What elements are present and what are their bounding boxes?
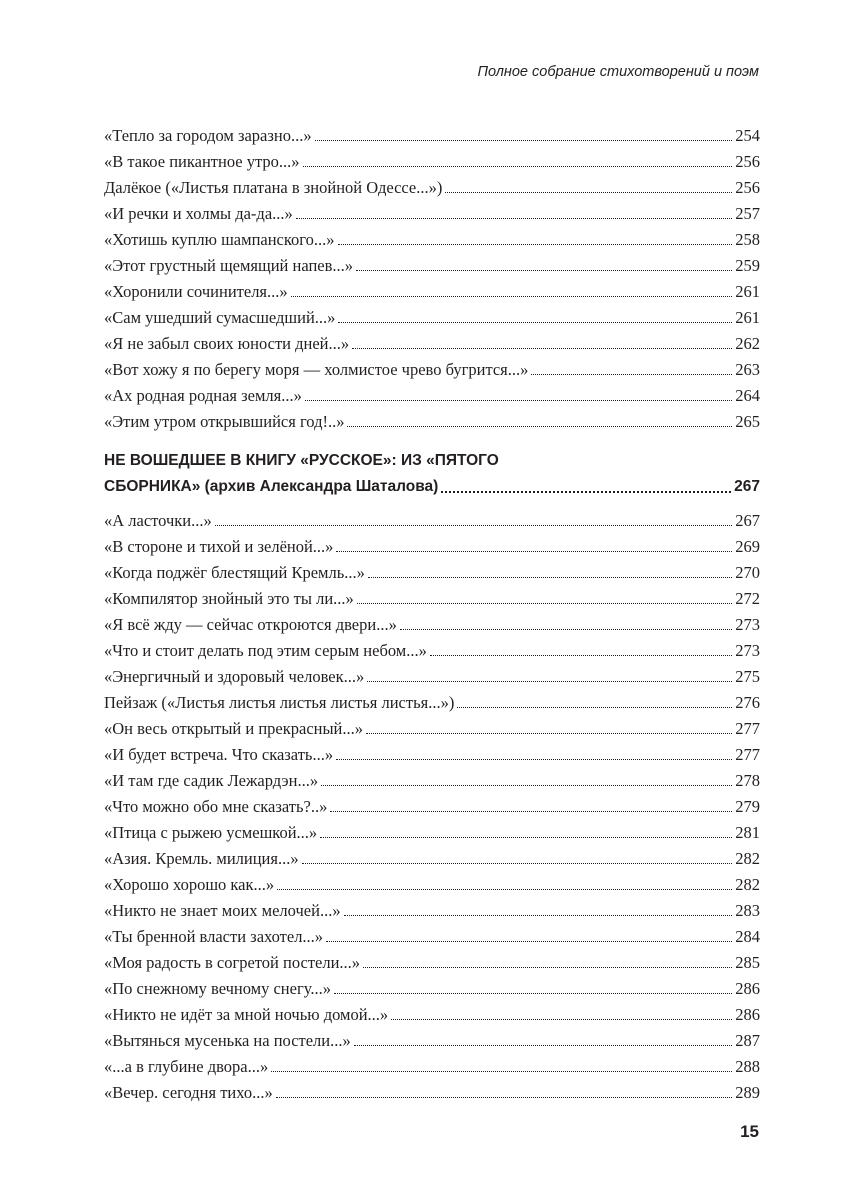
toc-entry-page: 275 <box>735 666 760 686</box>
toc-entry <box>104 378 760 404</box>
toc-entry <box>104 222 760 248</box>
toc-leader-dots <box>336 551 732 552</box>
toc-entry <box>104 789 760 815</box>
toc-entry-title: «И будет встреча. Что сказать...» <box>104 744 334 764</box>
toc-entry-title: «Хоронили сочинителя...» <box>104 281 288 301</box>
toc-entry <box>104 581 760 607</box>
toc-entry-page: 278 <box>735 770 760 790</box>
toc-entry <box>104 555 760 581</box>
toc-entry-title: «Компилятор знойный это ты ли...» <box>104 588 354 608</box>
toc-entry <box>104 170 760 196</box>
toc-entry-page: 272 <box>735 588 760 608</box>
toc-entry-title: «Энергичный и здоровый человек...» <box>104 666 365 686</box>
toc-leader-dots <box>357 603 732 604</box>
section-heading-line1: НЕ ВОШЕДШЕЕ В КНИГУ «РУССКОЕ»: ИЗ «ПЯТОГО <box>104 452 499 469</box>
toc-entry-title: «И там где садик Лежардэн...» <box>104 770 319 790</box>
toc-entry-title: «Этот грустный щемящий напев...» <box>104 255 354 275</box>
toc-entry-title: «Никто не идёт за мной ночью домой...» <box>104 1004 389 1024</box>
toc-entry-page: 286 <box>735 978 760 998</box>
toc-entry-page: 277 <box>735 744 760 764</box>
toc-leader-dots <box>352 348 732 349</box>
toc-entry <box>104 659 760 685</box>
toc-leader-dots <box>363 967 732 968</box>
toc-entry-title: «Вечер. сегодня тихо...» <box>104 1082 273 1102</box>
toc-entry <box>104 711 760 737</box>
toc-leader-dots <box>445 192 732 193</box>
toc-entry <box>104 737 760 763</box>
toc-entry-title: Далёкое («Листья платана в знойной Одессе...») <box>104 177 443 197</box>
toc-entry-page: 263 <box>735 359 760 379</box>
toc-leader-dots <box>305 400 732 401</box>
toc-entry-page: 256 <box>735 177 760 197</box>
toc-entry <box>104 867 760 893</box>
toc-leader-dots <box>366 733 732 734</box>
toc-entry <box>104 815 760 841</box>
toc-entry <box>104 1075 760 1101</box>
section-heading-text: СБОРНИКА» (архив Александра Шаталова) <box>104 478 439 495</box>
toc-leader-dots <box>320 837 732 838</box>
toc-entry <box>104 196 760 222</box>
toc-entry-title: «По снежному вечному снегу...» <box>104 978 331 998</box>
toc-entry-page: 254 <box>735 125 760 145</box>
toc-entry <box>104 404 760 430</box>
toc-entry-title: «Когда поджёг блестящий Кремль...» <box>104 562 365 582</box>
section-heading-page: 267 <box>734 478 760 495</box>
toc-entry-title: «Ах родная родная земля...» <box>104 385 302 405</box>
page-number: 15 <box>740 1122 759 1141</box>
toc-leader-dots <box>321 785 732 786</box>
toc-entry-title: «Ты бренной власти захотел...» <box>104 926 324 946</box>
toc-entry-page: 282 <box>735 874 760 894</box>
toc-entry-title: «...а в глубине двора...» <box>104 1056 269 1076</box>
toc-leader-dots <box>347 426 732 427</box>
toc-leader-dots <box>291 296 733 297</box>
toc-entry <box>104 607 760 633</box>
toc-entry-title: «Я всё жду — сейчас откроются двери...» <box>104 614 397 634</box>
toc-leader-dots <box>430 655 732 656</box>
toc-leader-dots <box>315 140 733 141</box>
toc-entry <box>104 1023 760 1049</box>
toc-entry-page: 282 <box>735 848 760 868</box>
toc-entry-title: «В такое пикантное утро...» <box>104 151 300 171</box>
toc-entry-title: «Вытянься мусенька на постели...» <box>104 1030 351 1050</box>
toc-entry-page: 262 <box>735 333 760 353</box>
toc-leader-dots <box>531 374 732 375</box>
toc-entry-page: 267 <box>735 510 760 530</box>
toc-entry-title: «Вот хожу я по берегу моря — холмистое чрево бугрится...» <box>104 359 529 379</box>
toc-entry-title: «Сам ушедший сумасшедший...» <box>104 307 336 327</box>
toc-entry-title: «Что и стоит делать под этим серым небом...» <box>104 640 427 660</box>
toc-entry <box>104 118 760 144</box>
toc-entry-page: 261 <box>735 307 760 327</box>
toc-entry-page: 281 <box>735 822 760 842</box>
toc-section-heading <box>104 448 760 500</box>
toc-entry-title: «А ласточки...» <box>104 510 212 530</box>
toc-entry-title: «Что можно обо мне сказать?..» <box>104 796 328 816</box>
toc-entry-page: 269 <box>735 536 760 556</box>
toc-leader-dots <box>338 322 732 323</box>
toc-entry <box>104 326 760 352</box>
toc-leader-dots <box>391 1019 732 1020</box>
toc-entry-title: «В стороне и тихой и зелёной...» <box>104 536 334 556</box>
toc-leader-dots <box>303 166 733 167</box>
toc-entry-title: «Никто не знает моих мелочей...» <box>104 900 341 920</box>
toc-leader-dots <box>457 707 732 708</box>
toc-entry-title: «Моя радость в согретой постели...» <box>104 952 361 972</box>
toc-entry <box>104 248 760 274</box>
toc-leader-dots <box>302 863 733 864</box>
toc-leader-dots <box>338 244 733 245</box>
toc-entry-page: 285 <box>735 952 760 972</box>
toc-entry-page: 289 <box>735 1082 760 1102</box>
toc-leader-dots <box>277 889 732 890</box>
toc-entry-page: 256 <box>735 151 760 171</box>
toc-entry <box>104 144 760 170</box>
toc-entry-page: 273 <box>735 640 760 660</box>
toc-leader-dots <box>326 941 732 942</box>
toc-entry-page: 257 <box>735 203 760 223</box>
toc-entry-title: «Хотишь куплю шампанского...» <box>104 229 335 249</box>
toc-entry-page: 284 <box>735 926 760 946</box>
toc-entry <box>104 763 760 789</box>
toc-entry <box>104 971 760 997</box>
toc-leader-dots <box>354 1045 733 1046</box>
toc-entry <box>104 633 760 659</box>
toc-leader-dots <box>336 759 732 760</box>
toc-entry-page: 259 <box>735 255 760 275</box>
toc-leader-dots <box>271 1071 732 1072</box>
toc-entry-page: 258 <box>735 229 760 249</box>
toc-entry-title: «Я не забыл своих юности дней...» <box>104 333 350 353</box>
toc-entry-title: «И речки и холмы да-да...» <box>104 203 293 223</box>
running-head: Полное собрание стихотворений и поэм <box>477 64 759 80</box>
toc-entry <box>104 274 760 300</box>
toc-entry <box>104 919 760 945</box>
toc-leader-dots <box>344 915 733 916</box>
toc-entry <box>104 841 760 867</box>
toc-entry-title: «Он весь открытый и прекрасный...» <box>104 718 364 738</box>
toc-entry-page: 273 <box>735 614 760 634</box>
toc-entry-page: 261 <box>735 281 760 301</box>
toc-entry-page: 276 <box>735 692 760 712</box>
toc-entry <box>104 685 760 711</box>
toc-leader-dots <box>330 811 732 812</box>
toc-entry-page: 287 <box>735 1030 760 1050</box>
toc-entry-page: 264 <box>735 385 760 405</box>
toc-leader-dots <box>367 681 732 682</box>
section-heading-line2 <box>104 474 760 500</box>
toc-entry-title: «Этим утром открывшийся год!..» <box>104 411 345 431</box>
toc-entry-title: «Азия. Кремль. милиция...» <box>104 848 299 868</box>
toc-leader-dots <box>215 525 732 526</box>
toc-entry <box>104 1049 760 1075</box>
toc-entry-page: 277 <box>735 718 760 738</box>
toc-entry <box>104 352 760 378</box>
toc-entry-page: 265 <box>735 411 760 431</box>
toc-leader-dots <box>356 270 732 271</box>
toc-entry-title: «Тепло за городом заразно...» <box>104 125 312 145</box>
toc-entry <box>104 503 760 529</box>
toc-entry <box>104 300 760 326</box>
toc-entry <box>104 945 760 971</box>
toc-leader-dots <box>368 577 732 578</box>
toc-entry-page: 270 <box>735 562 760 582</box>
toc-leader-dots <box>276 1097 733 1098</box>
toc-entry <box>104 893 760 919</box>
toc-entry-page: 283 <box>735 900 760 920</box>
toc-entry-title: «Хорошо хорошо как...» <box>104 874 275 894</box>
toc-leader-dots <box>400 629 732 630</box>
toc-entry-title: «Птица с рыжею усмешкой...» <box>104 822 318 842</box>
toc-leader-dots <box>296 218 732 219</box>
toc-entry-page: 286 <box>735 1004 760 1024</box>
toc-entry <box>104 529 760 555</box>
toc-entry-title: Пейзаж («Листья листья листья листья листья...») <box>104 692 455 712</box>
toc-entry-page: 279 <box>735 796 760 816</box>
toc-entry-page: 288 <box>735 1056 760 1076</box>
toc-entry <box>104 997 760 1023</box>
toc-leader-dots <box>441 491 731 493</box>
toc-leader-dots <box>334 993 732 994</box>
